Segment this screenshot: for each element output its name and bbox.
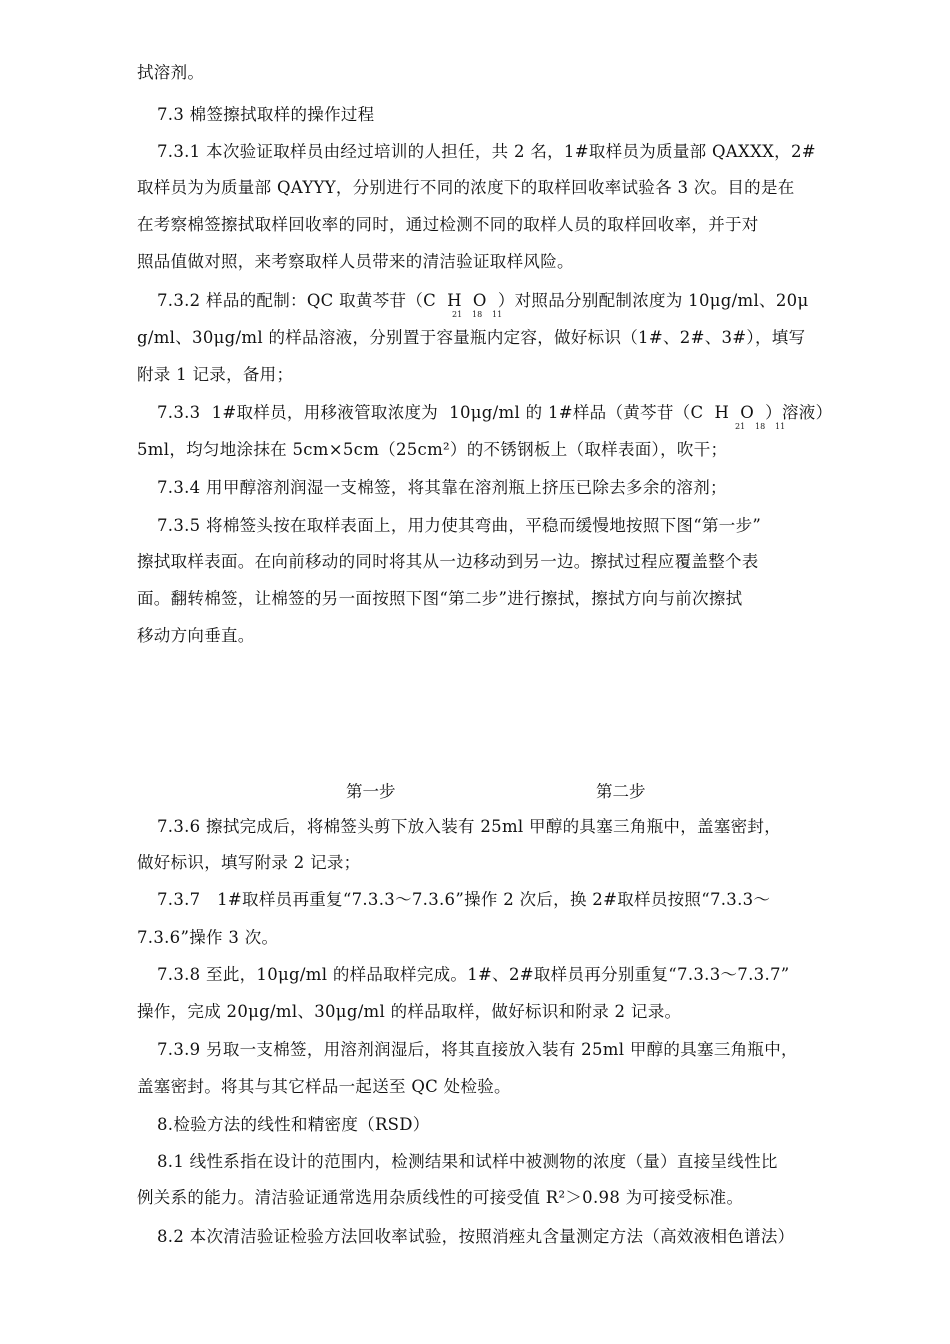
text-line: 8.1 线性系指在设计的范围内，检测结果和试样中被测物的浓度（量）直接呈线性比 bbox=[157, 1152, 778, 1171]
section-heading: 7.3 棉签擦拭取样的操作过程 bbox=[157, 105, 375, 124]
text-line: 7.3.6”操作 3 次。 bbox=[137, 928, 279, 947]
text-line: 盖塞密封。将其与其它样品一起送至 QC 处检验。 bbox=[137, 1077, 511, 1096]
text-line: 例关系的能力。清洁验证通常选用杂质线性的可接受值 R²＞0.98 为可接受标准。 bbox=[137, 1188, 744, 1207]
formula-subscript: 18 bbox=[472, 310, 483, 319]
text-line: 7.3.2 样品的配制：QC 取黄芩苷（C H O ）对照品分别配制浓度为 10μg/ml、20μ bbox=[157, 291, 809, 310]
text-line: 7.3.8 至此，10μg/ml 的样品取样完成。1#、2#取样员再分别重复“7.3.3～7.3.7” bbox=[157, 965, 790, 984]
text-line: 7.3.5 将棉签头按在取样表面上，用力使其弯曲，平稳而缓慢地按照下图“第一步” bbox=[157, 516, 762, 535]
formula-subscript: 21 bbox=[735, 422, 746, 431]
text-line: 7.3.3 1#取样员，用移液管取浓度为 10μg/ml 的 1#样品（黄芩苷（C H O ）溶液） bbox=[157, 403, 833, 422]
text-line: 照品值做对照，来考察取样人员带来的清洁验证取样风险。 bbox=[137, 252, 574, 271]
text-line: 7.3.4 用甲醇溶剂润湿一支棉签，将其靠在溶剂瓶上挤压已除去多余的溶剂； bbox=[157, 478, 727, 497]
text-line: 移动方向垂直。 bbox=[137, 626, 255, 645]
text-line: 7.3.7 1#取样员再重复“7.3.3～7.3.6”操作 2 次后，换 2#取样员按照“7.3.3～ bbox=[157, 890, 771, 909]
formula-subscript: 21 bbox=[452, 310, 463, 319]
text-line: 7.3.9 另取一支棉签，用溶剂润湿后，将其直接放入装有 25ml 甲醇的具塞三角瓶中， bbox=[157, 1040, 798, 1059]
text-line: 7.3.1 本次验证取样员由经过培训的人担任，共 2 名，1#取样员为质量部 QAXXX，2# bbox=[157, 142, 816, 161]
text-line: 面。翻转棉签，让棉签的另一面按照下图“第二步”进行擦拭，擦拭方向与前次擦拭 bbox=[137, 589, 743, 608]
formula-subscript: 11 bbox=[492, 310, 503, 319]
figure-caption-step1: 第一步 bbox=[346, 782, 396, 801]
text-line: 擦拭取样表面。在向前移动的同时将其从一边移动到另一边。擦拭过程应覆盖整个表 bbox=[137, 552, 759, 571]
text-line: 操作，完成 20μg/ml、30μg/ml 的样品取样，做好标识和附录 2 记录。 bbox=[137, 1002, 682, 1021]
formula-subscript: 11 bbox=[775, 422, 786, 431]
formula-subscript: 18 bbox=[755, 422, 766, 431]
text-line: 在考察棉签擦拭取样回收率的同时，通过检测不同的取样人员的取样回收率，并于对 bbox=[137, 215, 759, 234]
text-line: 8.2 本次清洁验证检验方法回收率试验，按照消痤丸含量测定方法（高效液相色谱法） bbox=[157, 1227, 795, 1246]
text-line: 做好标识，填写附录 2 记录； bbox=[137, 853, 361, 872]
text-line: g/ml、30μg/ml 的样品溶液，分别置于容量瓶内定容，做好标识（1#、2#、3#），填写 bbox=[137, 328, 806, 347]
text-line: 5ml，均匀地涂抹在 5cm×5cm（25cm²）的不锈钢板上（取样表面），吹干； bbox=[137, 440, 728, 459]
text-line: 7.3.6 擦拭完成后，将棉签头剪下放入装有 25ml 甲醇的具塞三角瓶中，盖塞密封， bbox=[157, 817, 782, 836]
text-line: 附录 1 记录，备用； bbox=[137, 365, 294, 384]
text-line: 取样员为为质量部 QAYYY，分别进行不同的浓度下的取样回收率试验各 3 次。目的是在 bbox=[137, 178, 795, 197]
section-heading: 8.检验方法的线性和精密度（RSD） bbox=[157, 1115, 430, 1134]
figure-caption-step2: 第二步 bbox=[596, 782, 646, 801]
text-line: 拭溶剂。 bbox=[137, 63, 205, 82]
